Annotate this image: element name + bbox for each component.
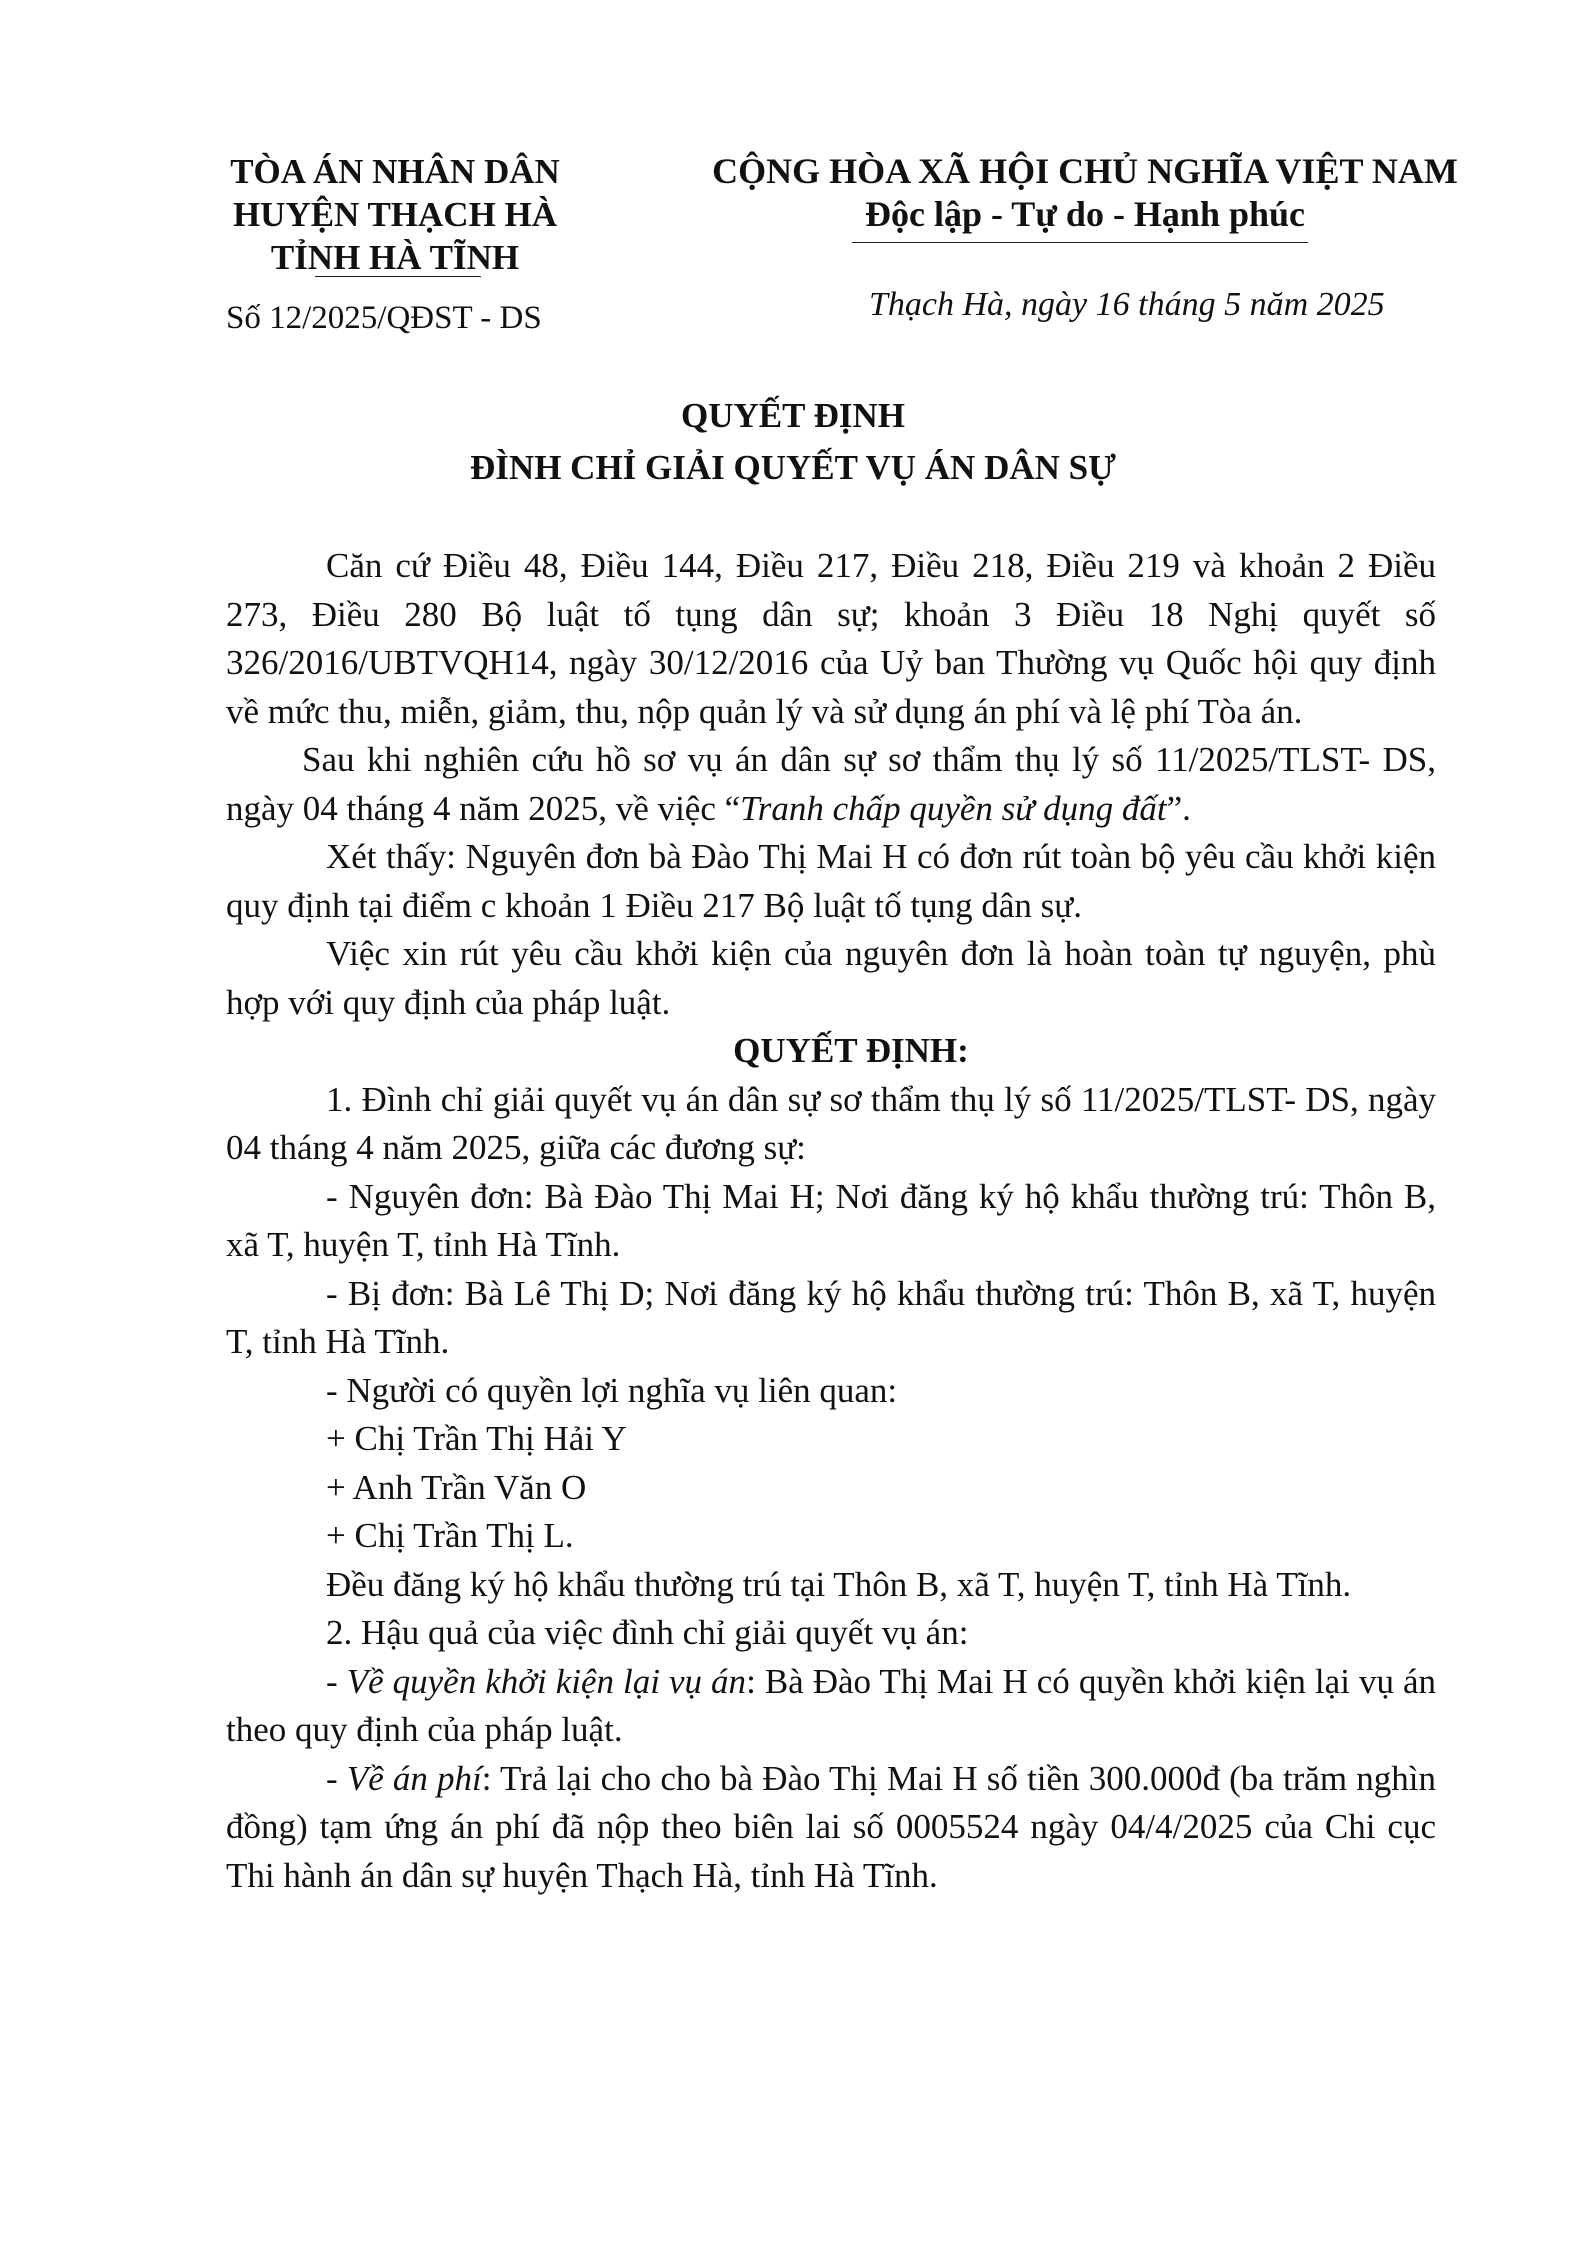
- court-fee-text: : Trả lại cho cho bà Đào Thị Mai H số tiền 300.000đ (ba trăm nghìn đồng) tạm ứng án phí đã nộp theo biên lai số 0005524 ngày 04/4/2025 của Chi cục Thi hành án dân sự huyện Thạch Hà, tỉnh Hà Tĩnh.: [226, 1758, 1436, 1895]
- court-fee-label: Về án phí: [346, 1758, 482, 1798]
- related-party-item: + Chị Trần Thị L.: [326, 1516, 574, 1555]
- national-header: [705, 150, 1465, 236]
- related-party-heading: - Người có quyền lợi nghĩa vụ liên quan:: [326, 1370, 898, 1410]
- case-review-text: Sau khi nghiên cứu hồ sơ vụ án dân sự sơ thẩm thụ lý số 11/2025/TLST- DS, ngày 04 tháng 4 năm 2025, về việc “: [226, 740, 1436, 828]
- document-title: QUYẾT ĐỊNH: [681, 396, 905, 435]
- legal-basis-paragraph: Căn cứ Điều 48, Điều 144, Điều 217, Điều 218, Điều 219 và khoản 2 Điều 273, Điều 280 Bộ luật tố tụng dân sự; khoản 3 Điều 18 Nghị quyết số 326/2016/UBTVQH14, ngày 30/12/2016 của Uỷ ban Thường vụ Quốc hội quy định về mức thu, miễn, giảm, thu, nộp quản lý và sử dụng án phí và lệ phí Tòa án.: [226, 546, 1436, 731]
- court-underline: [315, 276, 481, 277]
- document-body: [226, 542, 1436, 1900]
- case-review-paragraph: [226, 736, 1436, 833]
- right-to-resue-label: Về quyền khởi kiện lại vụ án: [346, 1661, 747, 1701]
- court-name-line-3: TỈNH HÀ TĨNH: [270, 238, 520, 277]
- nation-name: CỘNG HÒA XÃ HỘI CHỦ NGHĨA VIỆT NAM: [712, 151, 1458, 191]
- voluntary-paragraph: Việc xin rút yêu cầu khởi kiện của nguyên đơn là hoàn toàn tự nguyện, phù hợp với quy định của pháp luật.: [226, 934, 1436, 1022]
- court-fee-prefix: -: [326, 1758, 347, 1798]
- related-party-item: + Anh Trần Văn O: [326, 1467, 587, 1507]
- document-number: Số 12/2025/QĐST - DS: [226, 300, 542, 336]
- court-fee-paragraph: [226, 1755, 1436, 1901]
- motto-underline: [852, 242, 1308, 243]
- document-subtitle: ĐÌNH CHỈ GIẢI QUYẾT VỤ ÁN DÂN SỰ: [470, 448, 1116, 487]
- nation-motto: Độc lập - Tự do - Hạnh phúc: [864, 194, 1306, 234]
- decision-item-2: 2. Hậu quả của việc đình chỉ giải quyết vụ án:: [326, 1613, 969, 1652]
- right-to-resue-text: : Bà Đào Thị Mai H có quyền khởi kiện lại vụ án theo quy định của pháp luật.: [226, 1661, 1437, 1749]
- right-to-resue-prefix: -: [326, 1661, 347, 1701]
- right-to-resue-paragraph: [226, 1658, 1436, 1755]
- defendant-paragraph: - Bị đơn: Bà Lê Thị D; Nơi đăng ký hộ khẩu thường trú: Thôn B, xã T, huyện T, tỉnh Hà Tĩnh.: [226, 1273, 1436, 1361]
- related-party-address: Đều đăng ký hộ khẩu thường trú tại Thôn B, xã T, huyện T, tỉnh Hà Tĩnh.: [326, 1564, 1352, 1604]
- related-party-item: + Chị Trần Thị Hải Y: [326, 1419, 627, 1458]
- court-header: [200, 150, 590, 279]
- plaintiff-paragraph: - Nguyên đơn: Bà Đào Thị Mai H; Nơi đăng ký hộ khẩu thường trú: Thôn B, xã T, huyện T, tỉnh Hà Tĩnh.: [226, 1176, 1436, 1264]
- case-subject: Tranh chấp quyền sử dụng đất: [740, 788, 1167, 828]
- decision-item-1: 1. Đình chỉ giải quyết vụ án dân sự sơ thẩm thụ lý số 11/2025/TLST- DS, ngày 04 tháng 4 năm 2025, giữa các đương sự:: [226, 1079, 1436, 1167]
- finding-paragraph: Xét thấy: Nguyên đơn bà Đào Thị Mai H có đơn rút toàn bộ yêu cầu khởi kiện quy định tại điểm c khoản 1 Điều 217 Bộ luật tố tụng dân sự.: [226, 837, 1436, 925]
- case-review-end: ”.: [1166, 788, 1191, 828]
- decision-heading: QUYẾT ĐỊNH:: [733, 1031, 969, 1070]
- court-name-line-1: TÒA ÁN NHÂN DÂN: [230, 152, 560, 191]
- place-date: Thạch Hà, ngày 16 tháng 5 năm 2025: [869, 286, 1385, 323]
- court-name-line-2: HUYỆN THẠCH HÀ: [232, 195, 558, 234]
